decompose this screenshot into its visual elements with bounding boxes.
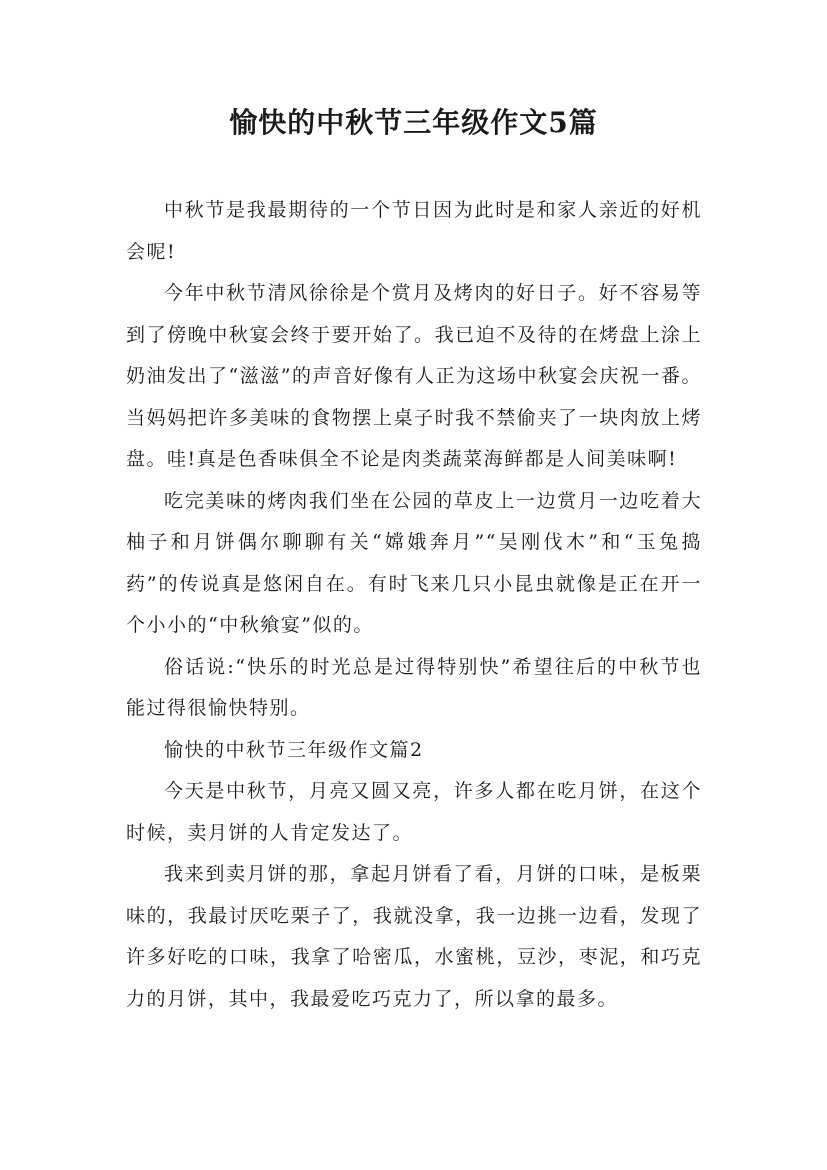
- document-title: 愉快的中秋节三年级作文5篇: [229, 106, 598, 139]
- paragraph: 吃完美味的烤肉我们坐在公园的草皮上一边赏月一边吃着大柚子和月饼偶尔聊聊有关“嫦娥奔月”“吴刚伐木”和“玉兔捣药”的传说真是悠闲自在。有时飞来几只小昆虫就像是正在开一个小小的“中秋飨宴”似的。: [126, 489, 702, 636]
- paragraph: 今年中秋节清风徐徐是个赏月及烤肉的好日子。好不容易等到了傍晚中秋宴会终于要开始了。我已迫不及待的在烤盘上涂上奶油发出了“滋滋”的声音好像有人正为这场中秋宴会庆祝一番。当妈妈把许多美味的食物摆上桌子时我不禁偷夹了一块肉放上烤盘。哇!真是色香味俱全不论是肉类蔬菜海鲜都是人间美味啊!: [126, 282, 702, 470]
- paragraph: 中秋节是我最期待的一个节日因为此时是和家人亲近的好机会呢!: [126, 199, 702, 263]
- section-heading: 愉快的中秋节三年级作文篇2: [164, 738, 424, 761]
- paragraph: 我来到卖月饼的那，拿起月饼看了看，月饼的口味，是板栗味的，我最讨厌吃栗子了，我就没拿，我一边挑一边看，发现了许多好吃的口味，我拿了哈密瓜，水蜜桃，豆沙，枣泥，和巧克力的月饼，其中，我最爱吃巧克力了，所以拿的最多。: [126, 863, 702, 1010]
- paragraph: 俗话说:“快乐的时光总是过得特别快”希望往后的中秋节也能过得很愉快特别。: [126, 655, 702, 719]
- document-body: [126, 190, 702, 1020]
- paragraph: 今天是中秋节，月亮又圆又亮，许多人都在吃月饼，在这个时候，卖月饼的人肯定发达了。: [126, 780, 702, 844]
